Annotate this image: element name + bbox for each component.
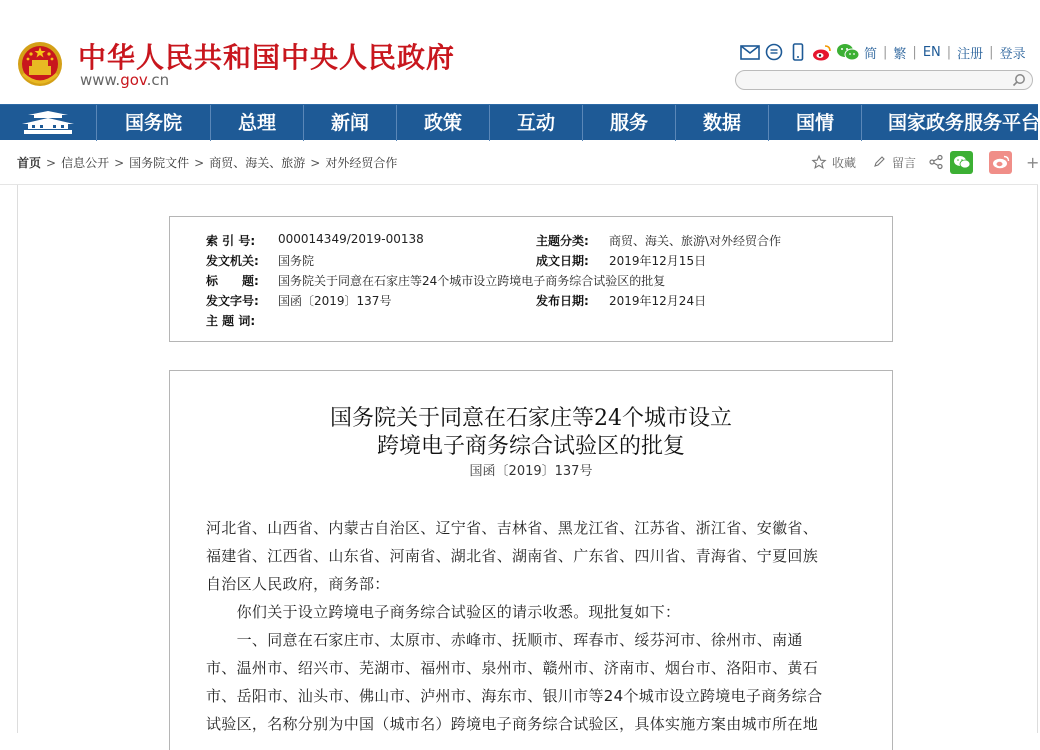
search-input[interactable] (746, 73, 1016, 91)
paragraph-line: 福建省、江西省、山东省、河南省、湖北省、湖南省、广东省、四川省、青海省、宁夏回族 (206, 547, 819, 565)
doc-number-label: 发文字号: (206, 294, 259, 308)
date-created-label: 成文日期: (536, 254, 589, 268)
login-link[interactable]: 登录 (999, 46, 1026, 62)
url-prefix: www. (80, 71, 121, 89)
site-title[interactable]: 中华人民共和国中央人民政府 (78, 41, 456, 74)
more-share-button[interactable]: + (1026, 152, 1040, 172)
site-header (0, 0, 1038, 104)
paragraph-line: 市、岳阳市、汕头市、佛山市、泸州市、海东市、银川市等24个城市设立跨境电子商务综合 (206, 687, 823, 705)
paragraph-line: 河北省、山西省、内蒙古自治区、辽宁省、吉林省、黑龙江省、江苏省、浙江省、安徽省、 (206, 519, 819, 537)
site-url[interactable] (80, 71, 169, 89)
nav-item-policy[interactable]: 政策 (397, 105, 490, 141)
header-tools (740, 42, 1026, 62)
pen-icon[interactable] (872, 155, 886, 169)
search-icon[interactable] (1012, 73, 1026, 87)
english-link[interactable]: EN (922, 44, 941, 60)
message-icon[interactable] (764, 43, 784, 61)
share-bar (812, 150, 1039, 174)
article-title-line-1: 国务院关于同意在石家庄等24个城市设立 (330, 406, 732, 431)
nav-item-interaction[interactable]: 互动 (490, 105, 583, 141)
comment-button[interactable]: 留言 (892, 155, 917, 170)
mobile-icon[interactable] (788, 43, 808, 61)
url-suffix: .cn (146, 71, 170, 89)
paragraph-line: 自治区人民政府，商务部： (206, 575, 390, 593)
separator: | (989, 44, 994, 60)
paragraph-line: 试验区，名称分别为中国（城市名）跨境电子商务综合试验区，具体实施方案由城市所在地 (206, 715, 819, 733)
search-box (735, 70, 1033, 90)
weibo-icon[interactable] (812, 43, 832, 61)
nav-item-services[interactable]: 服务 (583, 105, 676, 141)
breadcrumb-item[interactable]: 对外经贸合作 (325, 156, 398, 170)
breadcrumb-separator: > (310, 155, 321, 170)
nav-home-button[interactable] (0, 105, 97, 141)
nav-item-data[interactable]: 数据 (676, 105, 769, 141)
tiananmen-icon (18, 110, 78, 136)
breadcrumb-item[interactable]: 国务院文件 (129, 156, 190, 170)
nav-item-state-council[interactable]: 国务院 (97, 105, 211, 141)
wechat-share-icon[interactable] (950, 151, 973, 174)
main-nav (0, 104, 1038, 140)
separator: | (912, 44, 917, 60)
breadcrumb-separator: > (114, 155, 125, 170)
breadcrumb-home[interactable]: 首页 (17, 156, 42, 170)
date-created-value: 2019年12月15日 (609, 254, 707, 268)
nav-item-premier[interactable]: 总理 (211, 105, 304, 141)
article-title-line-2: 跨境电子商务综合试验区的批复 (376, 434, 685, 459)
nav-item-national-info[interactable]: 国情 (769, 105, 862, 141)
separator: | (946, 44, 952, 60)
publish-date-label: 发布日期: (536, 294, 589, 308)
doc-number-value: 国函〔2019〕137号 (278, 294, 392, 308)
register-link[interactable]: 注册 (957, 46, 984, 62)
paragraph-line: 你们关于设立跨境电子商务综合试验区的请示收悉。现批复如下： (206, 603, 681, 621)
simplified-link[interactable]: 简 (864, 46, 878, 62)
mail-icon[interactable] (740, 43, 760, 61)
article-body (169, 370, 893, 750)
title-label: 标 题: (206, 274, 259, 288)
publish-date-value: 2019年12月24日 (609, 294, 707, 308)
nav-item-news[interactable]: 新闻 (304, 105, 397, 141)
breadcrumb-separator: > (46, 155, 57, 170)
star-icon[interactable] (812, 155, 826, 169)
nav-item-gov-service-platform[interactable]: 国家政务服务平台 (888, 112, 1040, 134)
weibo-share-icon[interactable] (989, 151, 1012, 174)
index-value: 000014349/2019-00138 (278, 232, 424, 246)
breadcrumb-item[interactable]: 商贸、海关、旅游 (209, 156, 306, 170)
breadcrumb-separator: > (194, 155, 205, 170)
separator: | (883, 44, 888, 60)
favorite-button[interactable]: 收藏 (832, 155, 857, 170)
document-metadata-table (169, 216, 893, 342)
url-domain: gov (120, 71, 147, 89)
title-value: 国务院关于同意在石家庄等24个城市设立跨境电子商务综合试验区的批复 (278, 274, 666, 288)
issuer-label: 发文机关: (206, 254, 259, 268)
breadcrumb (17, 154, 397, 171)
wechat-icon[interactable] (836, 43, 860, 61)
keywords-label: 主 题 词: (206, 314, 256, 328)
breadcrumb-item[interactable]: 信息公开 (61, 156, 110, 170)
topic-label: 主题分类: (536, 234, 589, 248)
topic-value: 商贸、海关、旅游\对外经贸合作 (609, 234, 782, 248)
paragraph-line: 一、同意在石家庄市、太原市、赤峰市、抚顺市、珲春市、绥芬河市、徐州市、南通 (206, 631, 803, 649)
issuer-value: 国务院 (278, 254, 315, 268)
share-icon[interactable] (928, 154, 944, 170)
traditional-link[interactable]: 繁 (893, 46, 907, 62)
index-label: 索 引 号: (206, 234, 256, 248)
article-doc-number: 国函〔2019〕137号 (469, 464, 593, 479)
paragraph-line: 市、温州市、绍兴市、芜湖市、福州市、泉州市、赣州市、济南市、烟台市、洛阳市、黄石 (206, 659, 819, 677)
national-emblem-icon[interactable] (17, 40, 63, 88)
